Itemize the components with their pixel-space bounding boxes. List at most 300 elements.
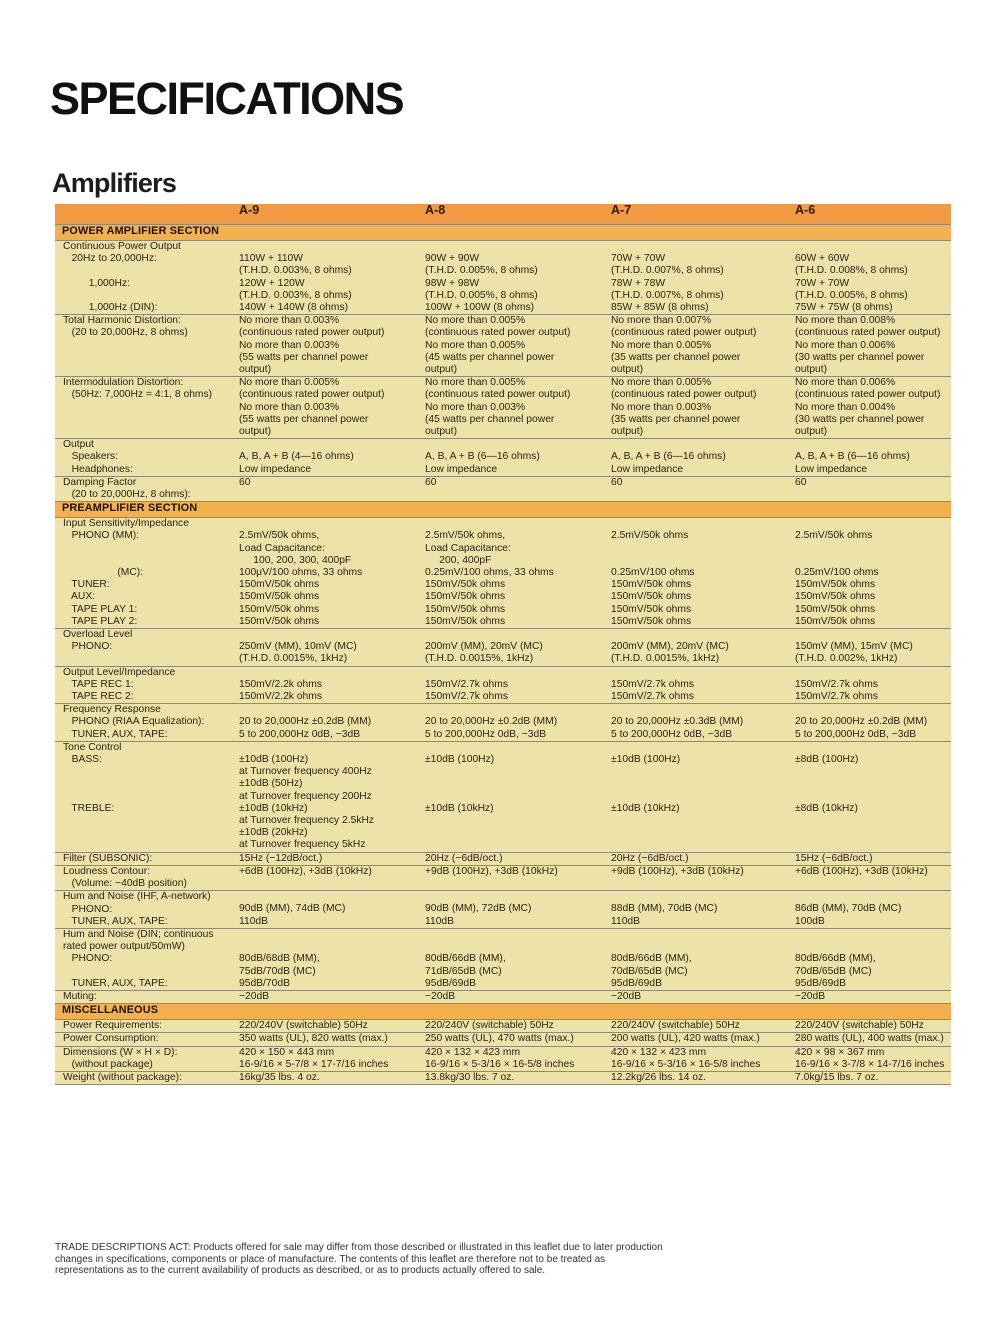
spec-value-line: 350 watts (UL), 820 watts (max.)	[239, 1033, 388, 1045]
spec-value-line	[425, 791, 601, 803]
spec-value	[232, 852, 418, 865]
spec-value-line: 90dB (MM), 72dB (MC)	[425, 903, 532, 915]
spec-value-line: Load Capacitance:	[425, 542, 511, 554]
spec-value-line: 2.5mV/50k ohms	[795, 530, 873, 542]
spec-row	[55, 518, 951, 629]
spec-value-line: 150mV/50k ohms	[425, 603, 506, 615]
spec-value	[418, 704, 604, 742]
spec-value	[788, 1046, 951, 1071]
spec-label-line: Power Requirements:	[63, 1020, 163, 1032]
spec-value-line: (T.H.D. 0.005%, 8 ohms)	[425, 289, 538, 301]
model-header: A-7	[604, 204, 788, 225]
spec-value	[788, 741, 951, 852]
spec-label-line: Speakers:	[63, 451, 118, 463]
spec-value-line: 250 watts (UL), 470 watts (max.)	[425, 1033, 574, 1045]
spec-value	[788, 1020, 951, 1033]
spec-value	[788, 1033, 951, 1046]
spec-value-line: 7.0kg/15 lbs. 7 oz.	[795, 1071, 879, 1083]
spec-row	[55, 1071, 951, 1084]
spec-value	[418, 476, 604, 501]
spec-value-line: ±8dB (10kHz)	[795, 802, 858, 814]
spec-label-line: Frequency Response	[63, 704, 161, 716]
spec-value-line: (T.H.D. 0.0015%, 1kHz)	[611, 653, 720, 665]
spec-label	[55, 439, 232, 477]
spec-value	[604, 990, 788, 1003]
spec-value-line: 150mV/2.2k ohms	[239, 678, 322, 690]
spec-value	[788, 865, 951, 890]
spec-label-line: 1,000Hz (DIN):	[63, 301, 158, 313]
spec-value-line: 150mV/2.7k ohms	[425, 678, 508, 690]
spec-value-line: at Turnover frequency 2.5kHz	[239, 815, 375, 827]
spec-value-line: 60	[239, 476, 251, 488]
spec-value-line: 420 × 150 × 443 mm	[239, 1046, 335, 1058]
spec-label-line: TUNER:	[63, 579, 110, 591]
spec-value-line: (T.H.D. 0.008%, 8 ohms)	[795, 265, 908, 277]
spec-value	[418, 241, 604, 315]
header-blank-cell	[55, 204, 232, 225]
spec-label-line: Continuous Power Output	[63, 241, 181, 252]
spec-label-line: Dimensions (W × H × D):	[63, 1046, 178, 1058]
spec-value	[604, 928, 788, 990]
spec-value	[604, 629, 788, 667]
spec-value	[232, 666, 418, 704]
spec-label	[55, 315, 232, 377]
spec-value-line: 110dB	[611, 915, 641, 927]
spec-value-line: 60	[611, 476, 623, 488]
spec-value-line: at Turnover frequency 5kHz	[239, 839, 366, 851]
spec-value-line: 20Hz (−6dB/oct.)	[611, 852, 689, 864]
spec-value	[788, 439, 951, 477]
spec-value-line: (55 watts per channel power	[239, 413, 369, 425]
spec-value	[788, 629, 951, 667]
model-header-row	[55, 204, 951, 225]
spec-label	[55, 1033, 232, 1046]
spec-label	[55, 1046, 232, 1071]
spec-value-line: 140W + 140W (8 ohms)	[239, 302, 349, 313]
spec-value	[788, 990, 951, 1003]
spec-value-line: +9dB (100Hz), +3dB (10kHz)	[425, 865, 558, 877]
spec-value-line: No more than 0.003%	[239, 401, 340, 413]
spec-row	[55, 666, 951, 704]
spec-row	[55, 1046, 951, 1071]
spec-label-line: TAPE REC 1:	[63, 678, 134, 690]
spec-value	[232, 241, 418, 315]
spec-value-line: 150mV/2.7k ohms	[425, 691, 508, 703]
specifications-table	[55, 204, 951, 1085]
spec-value	[604, 439, 788, 477]
spec-label-line: Output Level/Impedance	[63, 666, 176, 678]
spec-label-line	[63, 543, 229, 555]
spec-value-line: −20dB	[795, 990, 826, 1002]
section-header-row	[55, 502, 951, 518]
spec-value-line	[795, 766, 948, 778]
spec-label	[55, 741, 232, 852]
spec-value-line: 70W + 70W	[611, 253, 666, 265]
spec-value-line	[611, 778, 785, 790]
spec-value-line: 80dB/66dB (MM),	[611, 953, 692, 965]
spec-value-line: 95dB/69dB	[611, 977, 662, 989]
spec-value-line: (T.H.D. 0.007%, 8 ohms)	[611, 265, 724, 277]
spec-label-line: AUX:	[63, 591, 96, 603]
spec-value	[788, 377, 951, 439]
trade-descriptions-notice	[55, 1242, 775, 1277]
spec-value	[604, 891, 788, 929]
spec-value	[418, 928, 604, 990]
spec-value-line: 60	[425, 476, 437, 488]
spec-label-line: TUNER, AUX, TAPE:	[63, 977, 168, 989]
spec-value-line: 60W + 60W	[795, 253, 850, 265]
spec-value	[604, 476, 788, 501]
section-header-row	[55, 225, 951, 241]
spec-value-line: ±10dB (100Hz)	[239, 754, 309, 766]
spec-value-line: 250mV (MM), 10mV (MC)	[239, 641, 357, 653]
spec-value	[418, 990, 604, 1003]
spec-value-line: Low impedance	[611, 463, 684, 475]
spec-value-line: 150mV/50k ohms	[795, 603, 876, 615]
spec-value-line	[611, 543, 785, 555]
spec-label-line: (without package)	[63, 1058, 153, 1070]
spec-value	[604, 1071, 788, 1084]
spec-label-line: 1,000Hz:	[63, 277, 130, 289]
spec-value-line: (T.H.D. 0.0015%, 1kHz)	[425, 653, 534, 665]
spec-value	[232, 1020, 418, 1033]
spec-value-line: (35 watts per channel power	[611, 351, 741, 363]
spec-value-line: ±10dB (100Hz)	[611, 754, 681, 766]
spec-row	[55, 476, 951, 501]
spec-row	[55, 1020, 951, 1033]
spec-value-line: 0.25mV/100 ohms	[795, 567, 879, 579]
spec-value-line: +9dB (100Hz), +3dB (10kHz)	[611, 865, 744, 877]
spec-value-line: 95dB/69dB	[425, 977, 476, 989]
spec-value-line: 78W + 78W	[611, 277, 666, 289]
spec-label-line: BASS:	[63, 754, 102, 766]
spec-value-line: 2.5mV/50k ohms,	[425, 530, 506, 542]
spec-value-line: 150mV/50k ohms	[795, 579, 876, 591]
spec-label	[55, 629, 232, 667]
spec-label-line: Damping Factor	[63, 476, 137, 488]
spec-value-line: 95dB/70dB	[239, 977, 290, 989]
spec-value-line: 110W + 110W	[239, 253, 304, 265]
spec-label-line: Input Sensitivity/Impedance	[63, 518, 189, 530]
spec-value-line: 20 to 20,000Hz ±0.2dB (MM)	[425, 716, 558, 728]
spec-value-line: (continuous rated power output)	[795, 327, 941, 339]
spec-row	[55, 852, 951, 865]
footer-line: changes in specifications, components or place of manufacture. The contents of this leaflet are therefore not to be treated as	[55, 1253, 606, 1265]
spec-value	[232, 928, 418, 990]
spec-value-line: 20 to 20,000Hz ±0.2dB (MM)	[795, 716, 928, 728]
spec-value	[604, 315, 788, 377]
spec-value-line: A, B, A + B (6—16 ohms)	[425, 451, 540, 463]
section-header: MISCELLANEOUS	[55, 1004, 951, 1020]
spec-label-line	[63, 966, 229, 978]
spec-value-line: No more than 0.006%	[795, 377, 896, 389]
spec-value-line: 280 watts (UL), 400 watts (max.)	[795, 1033, 944, 1045]
spec-value	[232, 476, 418, 501]
spec-value-line: (continuous rated power output)	[239, 327, 385, 339]
section-subtitle: Amplifiers	[52, 168, 177, 198]
spec-value-line: 200mV (MM), 20mV (MC)	[611, 641, 729, 653]
spec-row	[55, 865, 951, 890]
spec-value-line: (T.H.D. 0.005%, 8 ohms)	[425, 265, 538, 277]
page-title: SPECIFICATIONS	[50, 73, 404, 124]
spec-value	[232, 377, 418, 439]
spec-row	[55, 377, 951, 439]
spec-value-line: Low impedance	[425, 463, 498, 475]
spec-value	[418, 439, 604, 477]
spec-row	[55, 629, 951, 667]
spec-value-line: (continuous rated power output)	[611, 389, 757, 401]
spec-value-line: No more than 0.003%	[239, 315, 340, 327]
spec-value-line: ±10dB (20kHz)	[239, 827, 308, 839]
spec-value-line: 150mV/50k ohms	[611, 591, 692, 603]
spec-value-line: 120W + 120W	[239, 277, 305, 289]
spec-label	[55, 704, 232, 742]
spec-value	[604, 704, 788, 742]
spec-value-line: 95dB/69dB	[795, 977, 846, 989]
spec-value-line: output)	[239, 426, 272, 438]
spec-label-line	[63, 766, 229, 778]
spec-value-line: 98W + 98W	[425, 277, 480, 289]
spec-value-line: 70W + 70W	[795, 277, 850, 289]
section-header: POWER AMPLIFIER SECTION	[55, 225, 951, 241]
spec-value-line: No more than 0.005%	[425, 315, 526, 327]
spec-value-line: 16-9/16 × 5-3/16 × 16-5/8 inches	[425, 1058, 575, 1070]
section-header: PREAMPLIFIER SECTION	[55, 502, 951, 518]
spec-label-line: TAPE PLAY 2:	[63, 615, 138, 627]
spec-value-line: 5 to 200,000Hz 0dB, −3dB	[795, 728, 917, 740]
spec-value	[604, 852, 788, 865]
spec-value-line	[425, 766, 601, 778]
spec-value-line: No more than 0.005%	[425, 377, 526, 389]
spec-value-line: A, B, A + B (6—16 ohms)	[611, 451, 726, 463]
spec-value-line: 150mV/2.7k ohms	[795, 691, 878, 703]
spec-value	[788, 666, 951, 704]
spec-value-line: 16-9/16 × 5-7/8 × 17-7/16 inches	[239, 1058, 389, 1070]
spec-value-line: 5 to 200,000Hz 0dB, −3dB	[611, 728, 733, 740]
spec-value-line: 200 watts (UL), 420 watts (max.)	[611, 1033, 760, 1045]
spec-value	[232, 990, 418, 1003]
spec-value	[788, 315, 951, 377]
spec-value-line	[795, 543, 948, 555]
spec-value	[788, 928, 951, 990]
spec-value-line: A, B, A + B (6—16 ohms)	[795, 451, 910, 463]
spec-value-line	[795, 778, 948, 790]
spec-value-line: No more than 0.003%	[611, 401, 712, 413]
spec-label	[55, 377, 232, 439]
spec-value-line: at Turnover frequency 200Hz	[239, 790, 372, 802]
spec-row	[55, 241, 951, 315]
spec-value	[604, 666, 788, 704]
spec-value	[232, 741, 418, 852]
spec-label-line	[63, 778, 229, 790]
spec-value-line: +6dB (100Hz), +3dB (10kHz)	[239, 865, 372, 877]
spec-value-line: 150mV/50k ohms	[239, 615, 320, 627]
spec-value-line: (T.H.D. 0.002%, 1kHz)	[795, 653, 898, 665]
spec-value	[788, 1071, 951, 1084]
spec-value	[232, 891, 418, 929]
spec-value-line: 86dB (MM), 70dB (MC)	[795, 903, 902, 915]
spec-value-line: 90dB (MM), 74dB (MC)	[239, 903, 346, 915]
spec-value	[604, 1033, 788, 1046]
spec-value	[604, 377, 788, 439]
spec-value-line: −20dB	[611, 990, 642, 1002]
spec-row	[55, 315, 951, 377]
spec-label-line	[63, 265, 229, 277]
spec-value-line	[611, 766, 785, 778]
spec-value	[232, 1071, 418, 1084]
spec-label-line: Power Consumption:	[63, 1033, 159, 1045]
spec-value-line: 70dB/65dB (MC)	[795, 965, 872, 977]
spec-value	[418, 1020, 604, 1033]
spec-value-line: 16kg/35 lbs. 4 oz.	[239, 1071, 320, 1083]
spec-value-line: (continuous rated power output)	[795, 389, 941, 401]
spec-value-line: (T.H.D. 0.007%, 8 ohms)	[611, 289, 724, 301]
spec-value	[418, 865, 604, 890]
spec-label	[55, 865, 232, 890]
spec-value-line: 2.5mV/50k ohms	[611, 530, 689, 542]
spec-value-line: 80dB/68dB (MM),	[239, 953, 320, 965]
spec-value	[418, 629, 604, 667]
spec-value-line: 60	[795, 476, 807, 488]
spec-value-line: 150mV/50k ohms	[425, 579, 506, 591]
spec-value-line: No more than 0.005%	[611, 377, 712, 389]
spec-label	[55, 891, 232, 929]
spec-value	[418, 377, 604, 439]
spec-value-line: 12.2kg/26 lbs. 14 oz.	[611, 1071, 707, 1083]
spec-value-line: 420 × 98 × 367 mm	[795, 1046, 885, 1058]
spec-value-line: 150mV/50k ohms	[611, 579, 692, 591]
spec-value	[418, 741, 604, 852]
spec-value-line: output)	[425, 364, 458, 376]
spec-value-line: Load Capacitance:	[239, 542, 325, 554]
spec-label-line: Weight (without package):	[63, 1071, 182, 1083]
spec-value	[604, 518, 788, 629]
spec-value	[604, 1020, 788, 1033]
spec-value	[604, 865, 788, 890]
spec-value-line: 100μV/100 ohms, 33 ohms	[239, 567, 363, 579]
spec-value-line: 150mV/50k ohms	[239, 603, 320, 615]
spec-label-line: (MC):	[63, 567, 144, 579]
spec-value-line: No more than 0.004%	[795, 401, 896, 413]
spec-value-line: No more than 0.005%	[239, 377, 340, 389]
spec-label-line: (20 to 20,000Hz, 8 ohms)	[63, 327, 188, 339]
spec-value	[418, 852, 604, 865]
spec-value-line: 16-9/16 × 5-3/16 × 16-5/8 inches	[611, 1058, 761, 1070]
spec-value-line: 2.5mV/50k ohms,	[239, 530, 320, 542]
spec-value	[788, 241, 951, 315]
spec-value-line: 200, 400pF	[425, 554, 492, 566]
spec-label-line: Intermodulation Distortion:	[63, 377, 184, 389]
spec-label-line: PHONO:	[63, 641, 113, 653]
spec-value-line: 20Hz (−6dB/oct.)	[425, 852, 503, 864]
spec-value-line: output)	[795, 426, 828, 438]
spec-value-line: 150mV/50k ohms	[611, 603, 692, 615]
spec-value-line: output)	[611, 364, 644, 376]
spec-value	[604, 741, 788, 852]
spec-label	[55, 928, 232, 990]
spec-value	[232, 518, 418, 629]
spec-value-line	[795, 791, 948, 803]
spec-label-line: Muting:	[63, 990, 97, 1002]
spec-value-line: 110dB	[239, 915, 269, 927]
spec-value-line: 13.8kg/30 lbs. 7 oz.	[425, 1071, 515, 1083]
spec-label-line: TAPE PLAY 1:	[63, 603, 138, 615]
spec-value-line: 100, 200, 300, 400pF	[239, 554, 352, 566]
spec-value-line: ±10dB (50Hz)	[239, 778, 303, 790]
spec-label-line	[63, 555, 229, 567]
spec-label-line: Hum and Noise (DIN; continuous	[63, 928, 214, 940]
spec-value	[788, 704, 951, 742]
spec-value-line	[611, 791, 785, 803]
spec-row	[55, 741, 951, 852]
spec-value-line: 200mV (MM), 20mV (MC)	[425, 641, 543, 653]
model-header: A-9	[232, 204, 418, 225]
spec-value-line: 220/240V (switchable) 50Hz	[795, 1020, 924, 1032]
spec-value-line: Low impedance	[795, 463, 868, 475]
spec-value-line: output)	[611, 426, 644, 438]
spec-value-line: No more than 0.003%	[425, 401, 526, 413]
spec-value	[788, 852, 951, 865]
spec-value-line	[425, 778, 601, 790]
spec-value-line: (35 watts per channel power	[611, 413, 741, 425]
spec-value-line: ±10dB (10kHz)	[611, 802, 680, 814]
footer-line: TRADE DESCRIPTIONS ACT: Products offered for sale may differ from those described or illustrated in this leaflet due to later production	[55, 1242, 663, 1253]
spec-value-line: ±10dB (100Hz)	[425, 754, 495, 766]
spec-value-line: 220/240V (switchable) 50Hz	[239, 1020, 368, 1032]
spec-value-line: 70dB/65dB (MC)	[611, 965, 688, 977]
spec-value-line: 150mV/2.7k ohms	[795, 678, 878, 690]
spec-value-line: ±8dB (100Hz)	[795, 754, 859, 766]
spec-value-line: 150mV/50k ohms	[239, 579, 320, 591]
spec-label-line: Tone Control	[63, 741, 122, 753]
spec-value-line: 110dB	[425, 915, 455, 927]
spec-value	[604, 241, 788, 315]
spec-value-line: +6dB (100Hz), +3dB (10kHz)	[795, 865, 928, 877]
spec-value	[604, 1046, 788, 1071]
spec-value-line: ±10dB (10kHz)	[425, 802, 494, 814]
spec-value	[418, 518, 604, 629]
spec-value-line: 150mV/2.7k ohms	[611, 678, 694, 690]
spec-row	[55, 990, 951, 1003]
spec-value	[232, 629, 418, 667]
spec-value-line: (T.H.D. 0.003%, 8 ohms)	[239, 265, 352, 277]
spec-value-line: 5 to 200,000Hz 0dB, −3dB	[425, 728, 547, 740]
spec-label-line: PHONO (MM):	[63, 530, 140, 542]
spec-value-line: 220/240V (switchable) 50Hz	[611, 1020, 740, 1032]
model-header: A-6	[788, 204, 951, 225]
spec-label	[55, 666, 232, 704]
spec-value	[232, 1033, 418, 1046]
spec-value-line: No more than 0.008%	[795, 315, 896, 327]
spec-row	[55, 891, 951, 929]
spec-value-line: A, B, A + B (4—16 ohms)	[239, 451, 354, 463]
spec-value-line: 80dB/66dB (MM),	[425, 953, 506, 965]
spec-value-line: 88dB (MM), 70dB (MC)	[611, 903, 718, 915]
spec-label-line: Hum and Noise (IHF, A-network)	[63, 891, 211, 903]
spec-value	[232, 704, 418, 742]
spec-value-line: 20 to 20,000Hz ±0.2dB (MM)	[239, 716, 372, 728]
spec-label-line	[63, 290, 229, 302]
spec-label	[55, 518, 232, 629]
spec-value-line: 71dB/65dB (MC)	[425, 965, 502, 977]
spec-value	[418, 1071, 604, 1084]
spec-value-line: 150mV/50k ohms	[795, 591, 876, 603]
spec-value-line	[611, 555, 785, 567]
spec-value	[232, 439, 418, 477]
spec-value-line: (45 watts per channel power	[425, 351, 555, 363]
spec-value-line: 20 to 20,000Hz ±0.3dB (MM)	[611, 716, 744, 728]
spec-value-line: 75W + 75W (8 ohms)	[795, 302, 893, 313]
